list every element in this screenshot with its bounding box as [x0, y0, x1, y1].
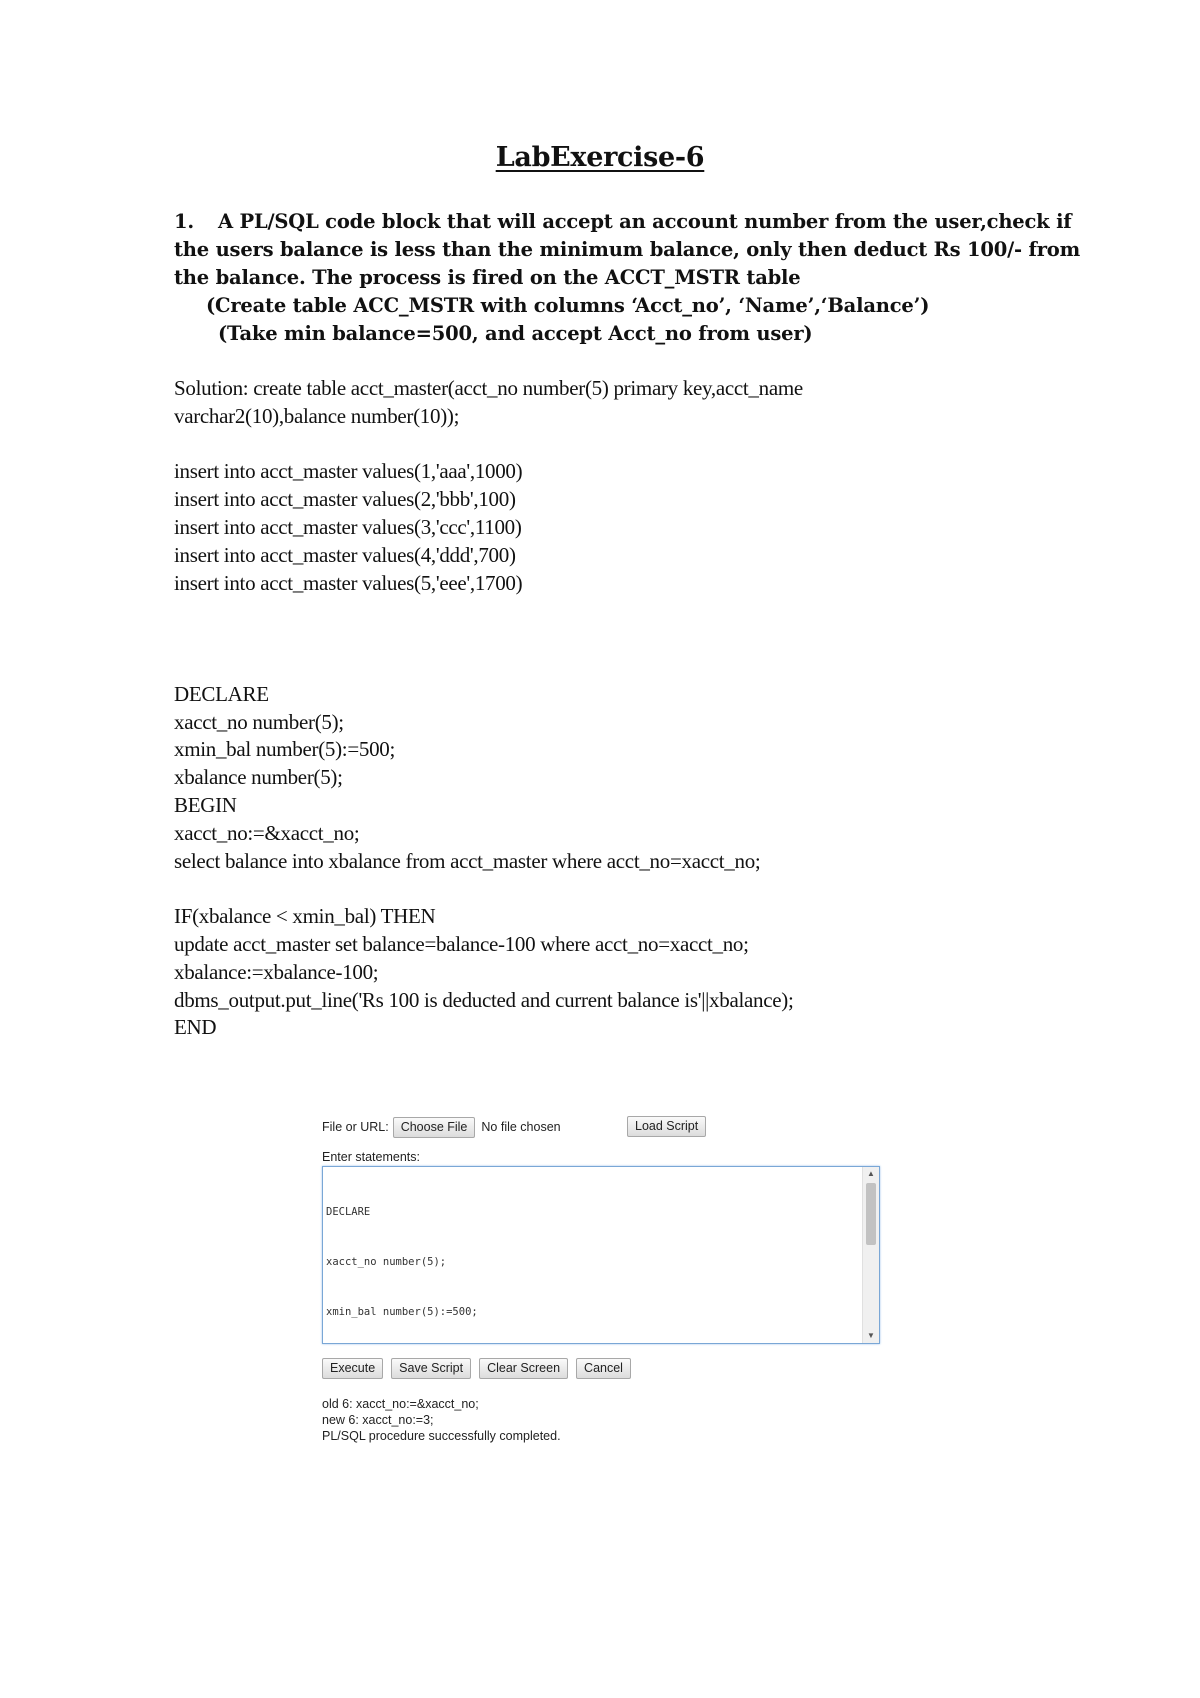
sql-console-screenshot: [322, 1116, 882, 1456]
code-line: xmin_bal number(5):=500;: [174, 737, 396, 762]
code-line: select balance into xbalance from acct_master where acct_no=xacct_no;: [174, 848, 761, 873]
no-file-text: No file chosen: [481, 1120, 561, 1134]
scroll-up-icon[interactable]: ▲: [867, 1169, 875, 1178]
statements-code: [326, 1170, 854, 1344]
cancel-button[interactable]: Cancel: [576, 1358, 631, 1379]
question-line-2: the users balance is less than the minimum balance, only then deduct Rs 100/- from: [174, 238, 1081, 261]
code-line: xacct_no number(5);: [174, 709, 344, 734]
statement-line: xacct_no number(5);: [326, 1255, 447, 1268]
statement-line: xmin_bal number(5):=500;: [326, 1306, 478, 1319]
question-line-4: (Create table ACC_MSTR with columns ‘Acct_no’, ‘Name’,‘Balance’): [206, 294, 930, 317]
question-line-5: (Take min balance=500, and accept Acct_no from user): [218, 322, 813, 345]
output-line: PL/SQL procedure successfully completed.: [322, 1429, 561, 1443]
insert-line: insert into acct_master values(5,'eee',1700): [174, 570, 523, 595]
page-title: LabExercise-6: [495, 142, 705, 173]
action-buttons: [322, 1358, 631, 1379]
insert-line: insert into acct_master values(1,'aaa',1000): [174, 459, 523, 484]
clear-screen-button[interactable]: Clear Screen: [479, 1358, 568, 1379]
enter-statements-label: Enter statements:: [322, 1150, 420, 1164]
choose-file-button[interactable]: Choose File: [393, 1117, 476, 1138]
question-number: 1.: [174, 210, 194, 233]
code-line: xacct_no:=&xacct_no;: [174, 820, 360, 845]
code-line: update acct_master set balance=balance-100 where acct_no=xacct_no;: [174, 931, 749, 956]
question-line-3: the balance. The process is fired on the ACCT_MSTR table: [174, 266, 801, 289]
statement-line: DECLARE: [326, 1205, 371, 1218]
load-script-button[interactable]: Load Script: [627, 1116, 706, 1137]
output-line: new 6: xacct_no:=3;: [322, 1413, 434, 1427]
save-script-button[interactable]: Save Script: [391, 1358, 471, 1379]
code-line: xbalance number(5);: [174, 765, 343, 790]
code-line: DECLARE: [174, 681, 269, 706]
scroll-down-icon[interactable]: ▼: [867, 1331, 875, 1340]
code-line: xbalance:=xbalance-100;: [174, 959, 379, 984]
output-line: old 6: xacct_no:=&xacct_no;: [322, 1397, 479, 1411]
insert-line: insert into acct_master values(3,'ccc',1100): [174, 514, 522, 539]
code-line: BEGIN: [174, 792, 237, 817]
solution-block: [174, 375, 1074, 1042]
question-block: [174, 208, 1081, 348]
statements-textarea[interactable]: [322, 1166, 880, 1344]
output-area: [322, 1396, 561, 1444]
question-line-1: 1. A PL/SQL code block that will accept an account number from the user,check if: [174, 208, 1074, 236]
textarea-scrollbar[interactable]: [862, 1167, 879, 1343]
code-line: IF(xbalance < xmin_bal) THEN: [174, 904, 436, 929]
code-line: END: [174, 1015, 217, 1040]
file-row: [322, 1116, 561, 1138]
code-line: dbms_output.put_line('Rs 100 is deducted and current balance is'||xbalance);: [174, 987, 794, 1012]
create-line-2: varchar2(10),balance number(10));: [174, 403, 460, 428]
insert-line: insert into acct_master values(4,'ddd',700): [174, 542, 516, 567]
insert-line: insert into acct_master values(2,'bbb',100): [174, 487, 516, 512]
scrollbar-thumb[interactable]: [866, 1183, 876, 1245]
create-line-1: Solution: create table acct_master(acct_no number(5) primary key,acct_name: [174, 376, 803, 400]
file-url-label: File or URL:: [322, 1120, 389, 1134]
execute-button[interactable]: Execute: [322, 1358, 383, 1379]
